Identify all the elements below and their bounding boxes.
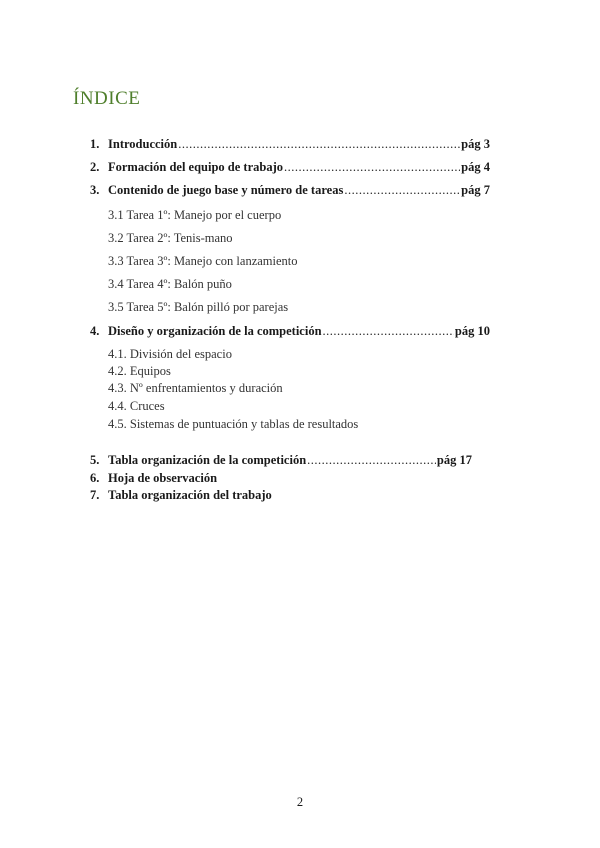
toc-subentry-3-5[interactable]: 3.5 Tarea 5º: Balón pilló por parejas	[108, 300, 289, 314]
toc-entry-page: pág 3	[461, 137, 490, 151]
toc-entry-title: Tabla organización de la competición	[108, 453, 307, 467]
toc-subentry-4-4[interactable]: 4.4. Cruces	[108, 399, 165, 413]
toc-entry-tabla-competicion[interactable]	[90, 453, 472, 471]
toc-entry-number: 7.	[90, 488, 100, 502]
toc-leader-dots	[178, 137, 460, 152]
toc-entry-title: Hoja de observación	[108, 471, 218, 485]
toc-entry-title: Tabla organización del trabajo	[108, 488, 272, 502]
toc-entry-hoja-observacion[interactable]	[90, 471, 490, 489]
toc-leader-dots	[284, 160, 460, 175]
toc-subentry-4-3[interactable]: 4.3. Nº enfrentamientos y duración	[108, 381, 283, 395]
toc-entry-tabla-trabajo[interactable]	[90, 488, 490, 506]
toc-entry-title: Formación del equipo de trabajo	[108, 160, 283, 174]
toc-entry-title: Contenido de juego base y número de tareas	[108, 183, 344, 197]
toc-entry-formacion[interactable]	[90, 160, 490, 178]
toc-leader-dots	[307, 453, 436, 468]
page-number: 2	[296, 795, 304, 809]
toc-entry-number: 3.	[90, 183, 100, 197]
toc-entry-page: pág 4	[461, 160, 490, 174]
page-title: ÍNDICE	[73, 88, 141, 109]
toc-subentry-3-1[interactable]: 3.1 Tarea 1º: Manejo por el cuerpo	[108, 208, 282, 222]
toc-entry-number: 5.	[90, 453, 100, 467]
toc-subentry-4-1[interactable]: 4.1. División del espacio	[108, 347, 232, 361]
toc-leader-dots	[323, 324, 454, 339]
toc-entry-title: Diseño y organización de la competición	[108, 324, 322, 338]
toc-entry-page: pág 10	[454, 324, 490, 338]
toc-subentry-4-2[interactable]: 4.2. Equipos	[108, 364, 171, 378]
toc-entry-diseno[interactable]	[90, 324, 490, 342]
toc-entry-number: 2.	[90, 160, 100, 174]
toc-leader-dots	[344, 183, 460, 198]
toc-subentry-3-3[interactable]: 3.3 Tarea 3º: Manejo con lanzamiento	[108, 254, 298, 268]
toc-entry-number: 6.	[90, 471, 100, 485]
toc-entry-introduccion[interactable]	[90, 137, 490, 155]
toc-entry-title: Introducción	[108, 137, 178, 151]
toc-entry-page: pág 7	[461, 183, 490, 197]
toc-entry-number: 1.	[90, 137, 100, 151]
toc-subentry-3-4[interactable]: 3.4 Tarea 4º: Balón puño	[108, 277, 232, 291]
toc-subentry-3-2[interactable]: 3.2 Tarea 2º: Tenis-mano	[108, 231, 233, 245]
toc-entry-contenido[interactable]	[90, 183, 490, 201]
toc-entry-page: pág 17	[436, 453, 472, 467]
toc-subentry-4-5[interactable]: 4.5. Sistemas de puntuación y tablas de resultados	[108, 417, 359, 431]
toc-entry-number: 4.	[90, 324, 100, 338]
